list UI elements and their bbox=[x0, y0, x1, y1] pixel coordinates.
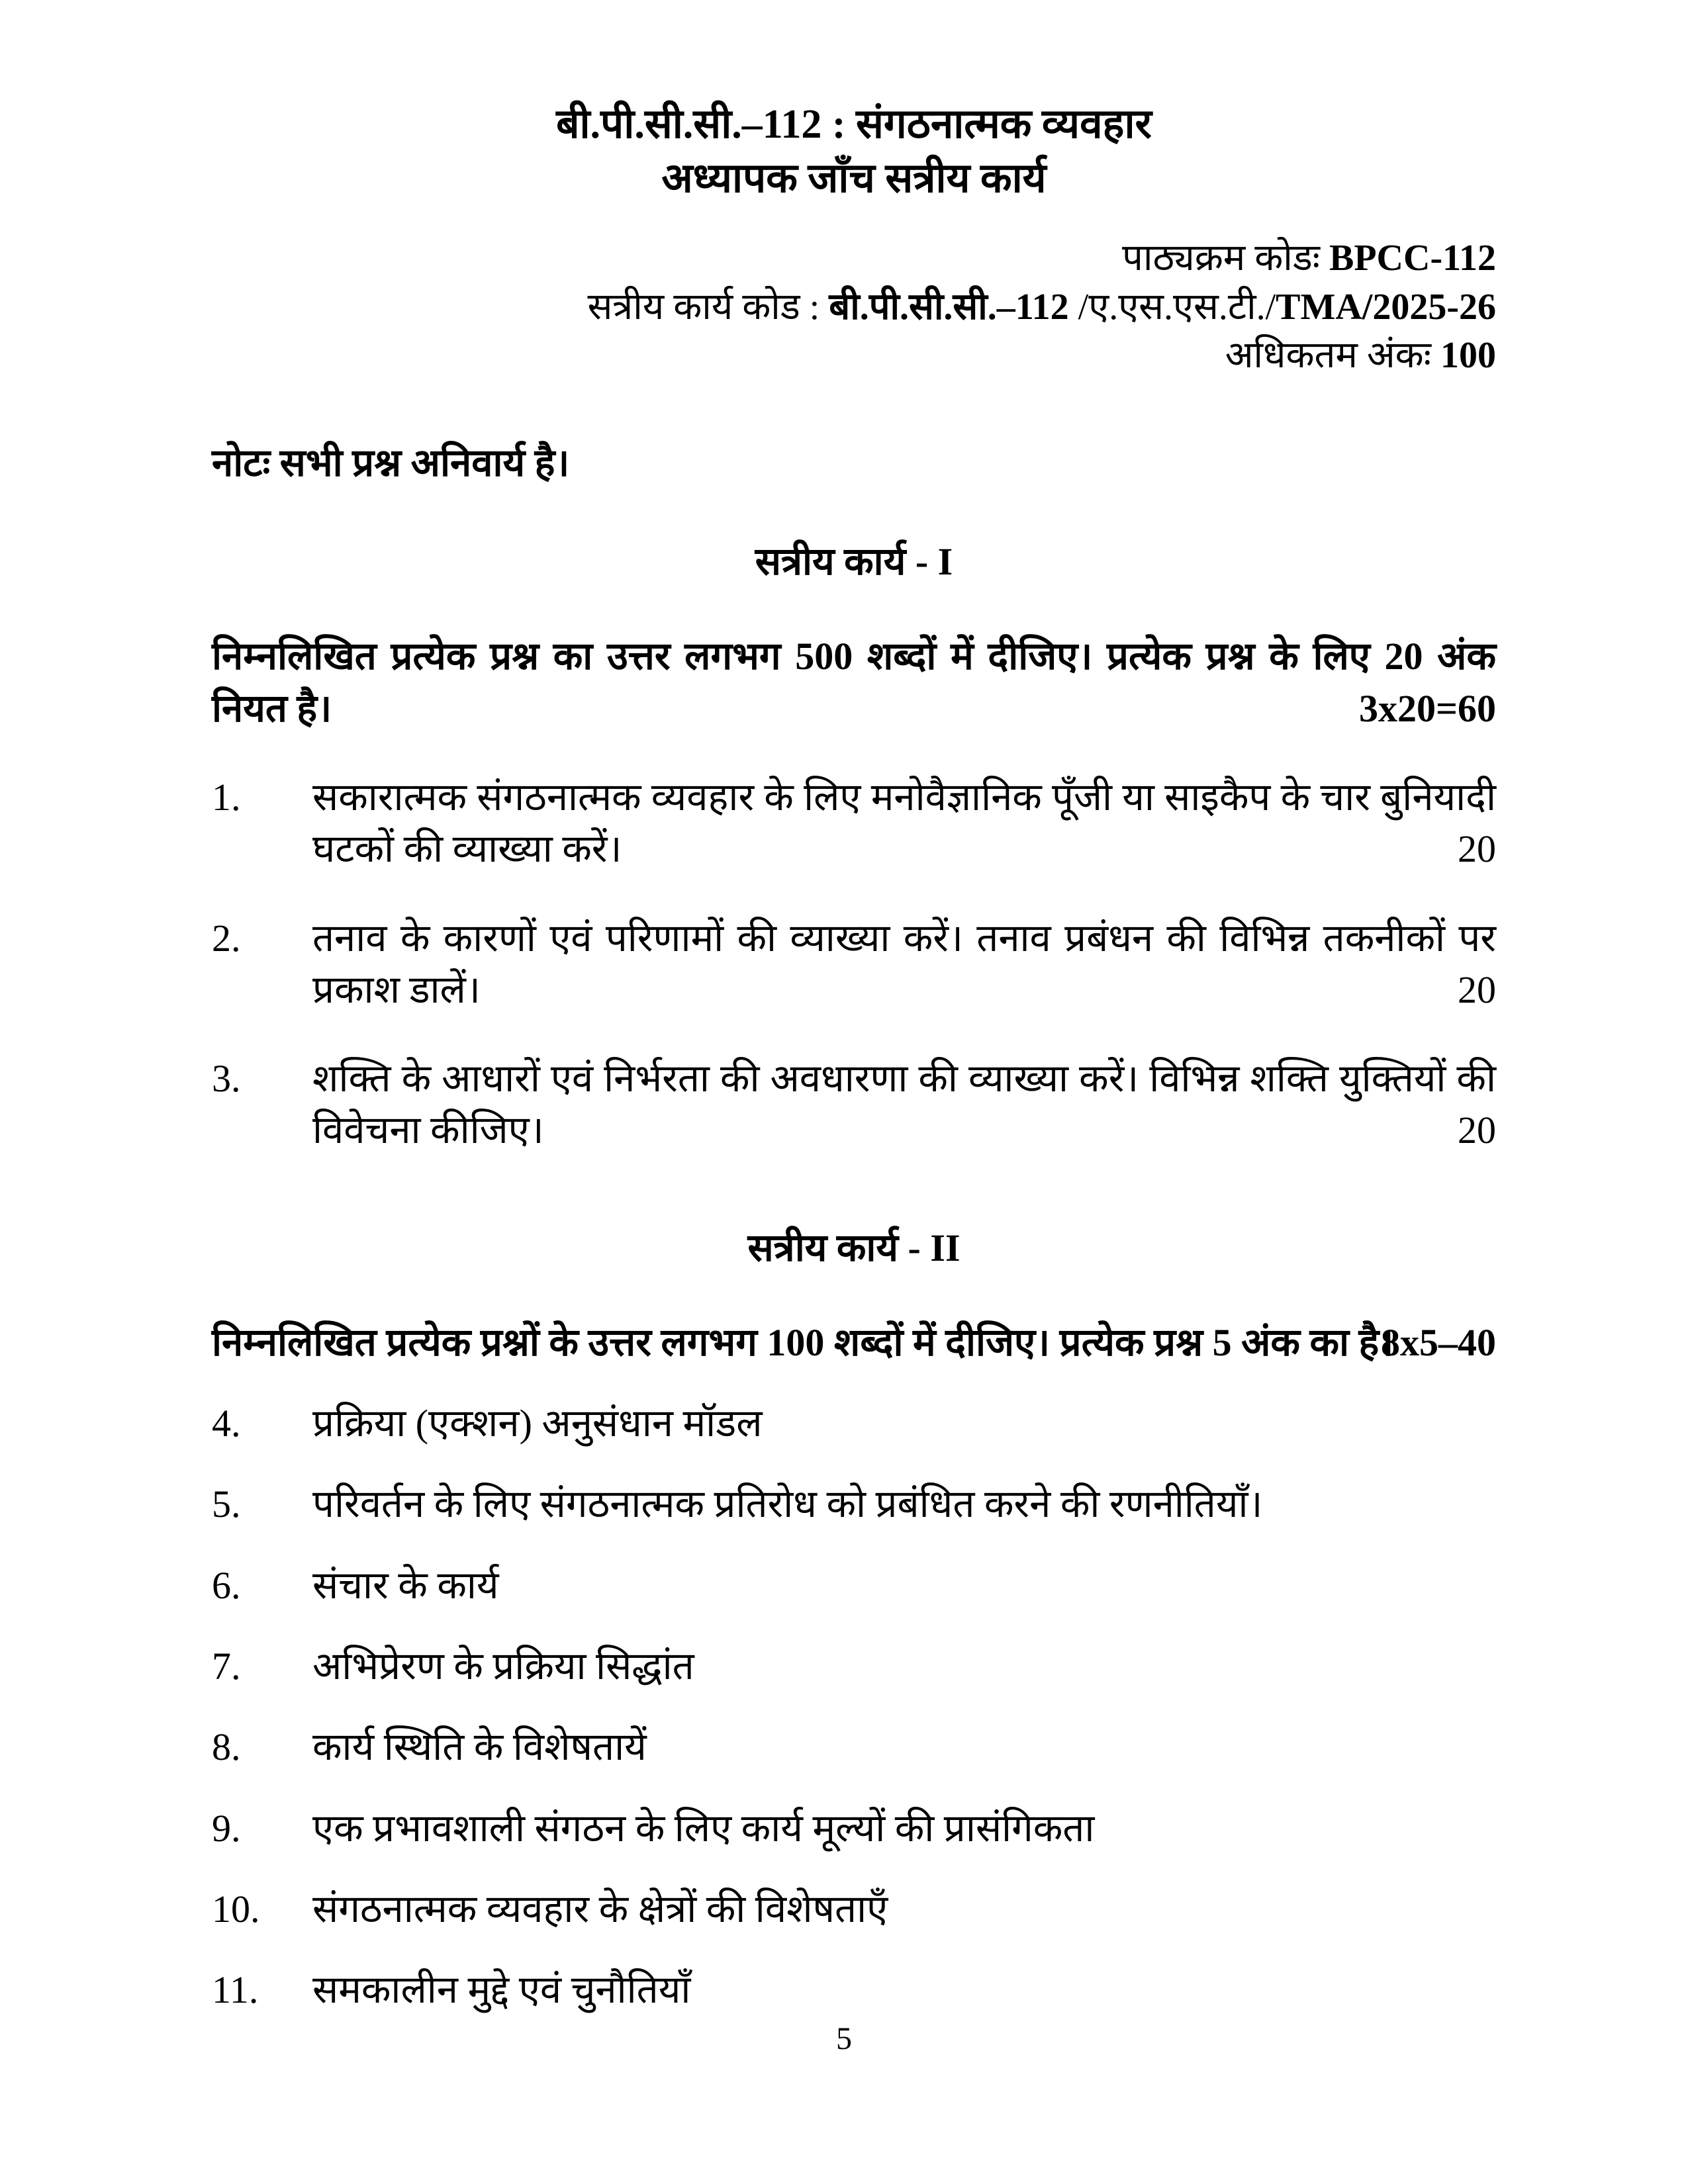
question-number: 4. bbox=[212, 1402, 241, 1445]
question-number: 9. bbox=[212, 1806, 241, 1850]
question-body bbox=[312, 772, 1496, 876]
question-number: 5. bbox=[212, 1482, 241, 1526]
question-item bbox=[212, 772, 1496, 876]
max-marks-value: 100 bbox=[1440, 335, 1496, 377]
question-text: सकारात्मक संगठनात्मक व्यवहार के लिए मनोवैज्ञानिक पूँजी या साइकैप के चार बुनियादी घटकों की व्याख्या करें। bbox=[312, 775, 1496, 871]
question-item bbox=[212, 1398, 1496, 1449]
question-text: एक प्रभावशाली संगठन के लिए कार्य मूल्यों की प्रासंगिकता bbox=[312, 1806, 1095, 1850]
section-1-instruction bbox=[212, 631, 1496, 735]
question-item bbox=[212, 1884, 1496, 1935]
page-content bbox=[212, 98, 1496, 2016]
section-1-marks-scheme: 3x20=60 bbox=[1358, 686, 1496, 730]
section-2-marks-scheme: 8x5–40 bbox=[1381, 1320, 1496, 1364]
assignment-code-label: सत्रीय कार्य कोड : bbox=[587, 286, 829, 328]
question-number: 8. bbox=[212, 1725, 241, 1769]
course-code-label: पाठ्यक्रम कोडः bbox=[1122, 237, 1329, 279]
question-text: कार्य स्थिति के विशेषतायें bbox=[312, 1725, 647, 1769]
assignment-code-line bbox=[212, 283, 1496, 332]
document-title-block bbox=[212, 98, 1496, 206]
question-marks: 20 bbox=[1458, 968, 1496, 1011]
question-text: तनाव के कारणों एवं परिणामों की व्याख्या करें। तनाव प्रबंधन की विभिन्न तकनीकों पर प्रकाश डालें। bbox=[312, 916, 1496, 1011]
question-text: संचार के कार्य bbox=[312, 1563, 499, 1607]
section-2-instruction-text: निम्नलिखित प्रत्येक प्रश्नों के उत्तर लगभग 100 शब्दों में दीजिए। प्रत्येक प्रश्न 5 अंक का है। bbox=[212, 1320, 1394, 1364]
question-item bbox=[212, 1721, 1496, 1773]
question-item bbox=[212, 1560, 1496, 1612]
assignment-code-mid: /ए.एस.एस.टी./ bbox=[1078, 286, 1276, 328]
note: नोटः सभी प्रश्न अनिवार्य है। bbox=[212, 441, 570, 485]
max-marks-label: अधिकतम अंकः bbox=[1225, 335, 1440, 377]
course-code-line bbox=[212, 234, 1496, 283]
question-item bbox=[212, 1053, 1496, 1157]
section-1-instruction-text: निम्नलिखित प्रत्येक प्रश्न का उत्तर लगभग 500 शब्दों में दीजिए। प्रत्येक प्रश्न के लिए 20 अंक नियत है। bbox=[212, 635, 1496, 730]
question-text: शक्ति के आधारों एवं निर्भरता की अवधारणा की व्याख्या करें। विभिन्न शक्ति युक्तियों की विवेचना कीजिए। bbox=[312, 1057, 1496, 1152]
max-marks-line bbox=[212, 332, 1496, 381]
question-body bbox=[312, 1053, 1496, 1157]
course-code-value: BPCC-112 bbox=[1329, 237, 1496, 279]
question-number: 2. bbox=[212, 916, 241, 960]
question-marks: 20 bbox=[1458, 827, 1496, 871]
question-text: प्रक्रिया (एक्शन) अनुसंधान मॉडल bbox=[312, 1402, 763, 1445]
question-number: 11. bbox=[212, 1968, 259, 2012]
question-number: 3. bbox=[212, 1057, 241, 1101]
page-number: 5 bbox=[836, 2021, 852, 2056]
page-subtitle: अध्यापक जाँच सत्रीय कार्य bbox=[661, 156, 1047, 201]
question-number: 7. bbox=[212, 1644, 241, 1688]
page-title: बी.पी.सी.सी.–112 : संगठनात्मक व्यवहार bbox=[556, 102, 1152, 147]
question-item bbox=[212, 1964, 1496, 2016]
question-item bbox=[212, 913, 1496, 1017]
section-1-heading: सत्रीय कार्य - I bbox=[755, 540, 953, 584]
question-marks: 20 bbox=[1458, 1109, 1496, 1152]
assignment-code-session: TMA/2025-26 bbox=[1276, 286, 1496, 328]
question-item bbox=[212, 1479, 1496, 1530]
question-item bbox=[212, 1803, 1496, 1854]
question-text: संगठनात्मक व्यवहार के क्षेत्रों की विशेषताएँ bbox=[312, 1887, 888, 1931]
question-body bbox=[312, 913, 1496, 1017]
question-text: परिवर्तन के लिए संगठनात्मक प्रतिरोध को प्रबंधित करने की रणनीतियाँ। bbox=[312, 1482, 1263, 1526]
question-text: अभिप्रेरण के प्रक्रिया सिद्धांत bbox=[312, 1644, 694, 1688]
assignment-code-course: बी.पी.सी.सी.–112 bbox=[829, 286, 1078, 328]
section-2-heading: सत्रीय कार्य - II bbox=[747, 1226, 961, 1269]
question-number: 1. bbox=[212, 775, 241, 819]
question-number: 6. bbox=[212, 1563, 241, 1607]
meta-block bbox=[212, 234, 1496, 381]
question-item bbox=[212, 1641, 1496, 1692]
question-number: 10. bbox=[212, 1887, 260, 1931]
section-2-instruction bbox=[212, 1317, 1496, 1369]
question-text: समकालीन मुद्दे एवं चुनौतियाँ bbox=[312, 1968, 691, 2012]
